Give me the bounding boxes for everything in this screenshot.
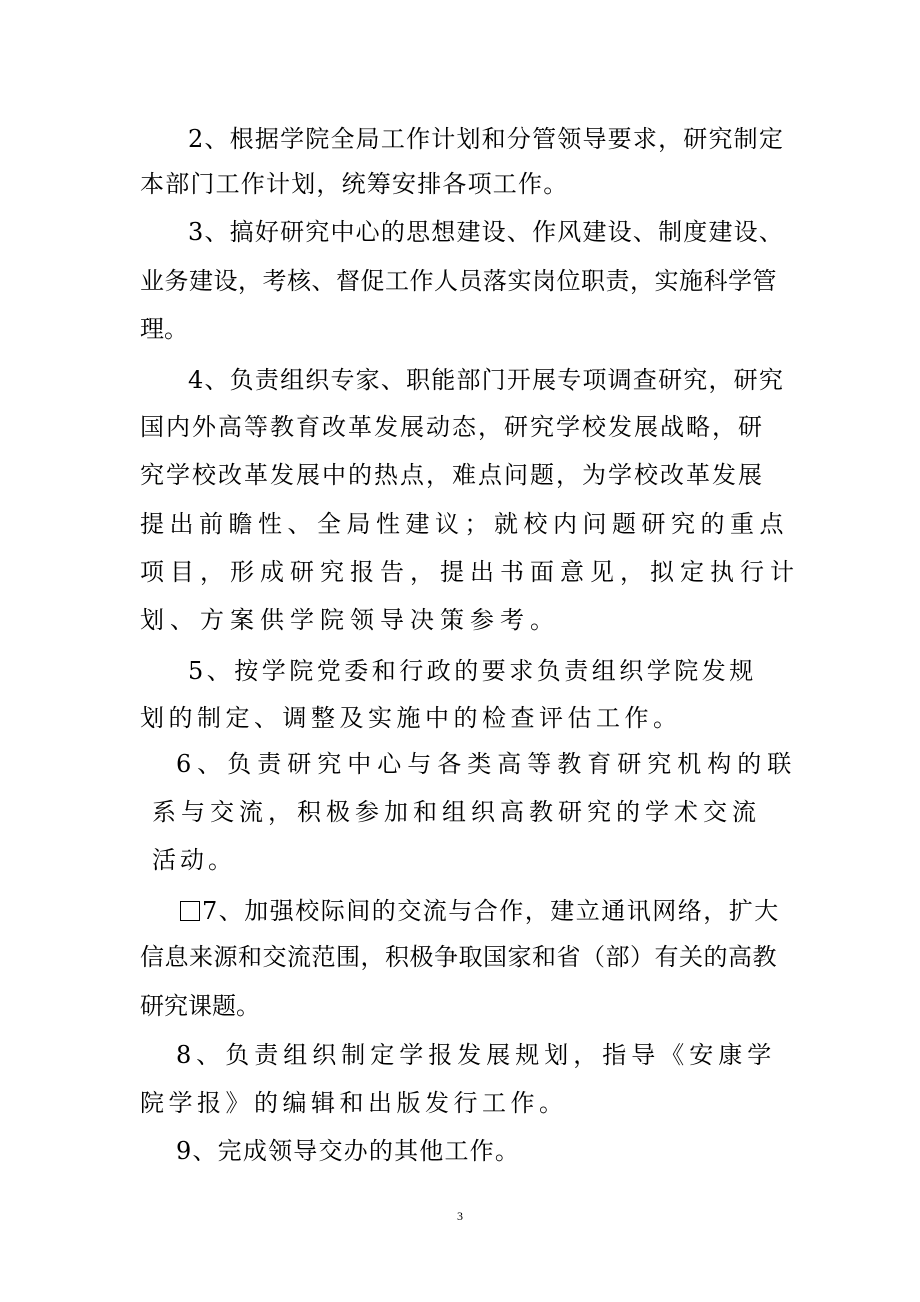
paragraph-8-line-2: 院学报》的编辑和出版发行工作。 bbox=[140, 1089, 568, 1117]
paragraph-3-line-2: 业务建设，考核、督促工作人员落实岗位职责，实施科学管 bbox=[140, 267, 777, 295]
paragraph-4-line-4: 提出前瞻性、全局性建议；就校内问题研究的重点 bbox=[140, 510, 789, 538]
paragraph-7-line-1-text: 7、加强校际间的交流与合作，建立通讯网络，扩大 bbox=[202, 897, 780, 925]
paragraph-2-line-2: 本部门工作计划，统筹安排各项工作。 bbox=[140, 170, 569, 198]
paragraph-5-line-2: 划的制定、调整及实施中的检查评估工作。 bbox=[140, 704, 682, 732]
paragraph-6-line-2: 系与交流，积极参加和组织高教研究的学术交流 bbox=[152, 798, 761, 826]
paragraph-2-line-1: 2、根据学院全局工作计划和分管领导要求，研究制定 bbox=[188, 125, 785, 153]
paragraph-6-line-3: 活动。 bbox=[152, 846, 236, 874]
page-number: 3 bbox=[457, 1209, 463, 1223]
paragraph-7-line-3: 研究课题。 bbox=[140, 992, 260, 1020]
paragraph-9-line-1: 9、完成领导交办的其他工作。 bbox=[176, 1137, 521, 1165]
paragraph-4-line-1: 4、负责组织专家、职能部门开展专项调查研究，研究 bbox=[188, 366, 785, 394]
paragraph-3-line-1: 3、搞好研究中心的思想建设、作风建设、制度建设、 bbox=[188, 218, 785, 246]
paragraph-7-line-1 bbox=[180, 895, 780, 927]
checkbox-glyph bbox=[180, 901, 200, 921]
paragraph-8-line-1: 8、负责组织制定学报发展规划，指导《安康学 bbox=[176, 1041, 777, 1069]
paragraph-5-line-1: 5、按学院党委和行政的要求负责组织学院发规 bbox=[188, 657, 757, 685]
paragraph-4-line-5: 项目，形成研究报告，提出书面意见，拟定执行计 bbox=[140, 558, 800, 586]
paragraph-7-line-2: 信息来源和交流范围，积极争取国家和省（部）有关的高教 bbox=[140, 943, 777, 971]
paragraph-4-line-6: 划、方案供学院领导决策参考。 bbox=[140, 606, 560, 634]
paragraph-4-line-3: 究学校改革发展中的热点，难点问题，为学校改革发展 bbox=[140, 461, 764, 489]
paragraph-3-line-3: 理。 bbox=[140, 315, 188, 343]
paragraph-4-line-2: 国内外高等教育改革发展动态，研究学校发展战略，研 bbox=[140, 413, 764, 441]
paragraph-6-line-1: 6、负责研究中心与各类高等教育研究机构的联 bbox=[176, 750, 798, 778]
